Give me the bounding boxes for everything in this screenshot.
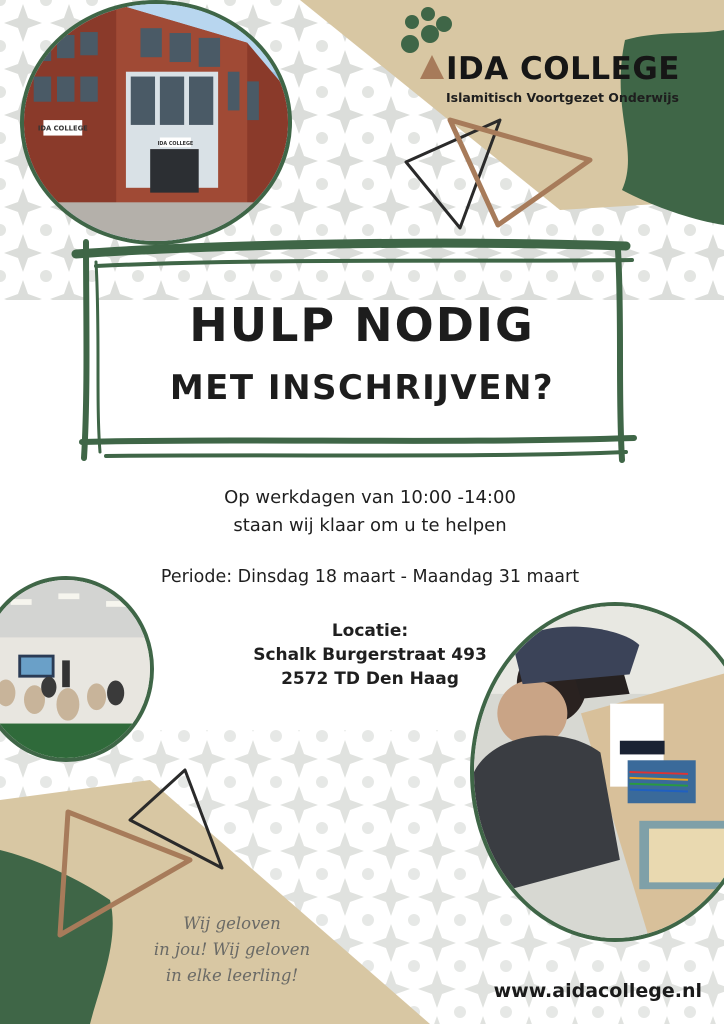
logo-wordmark	[420, 51, 680, 87]
school-building-photo	[20, 0, 292, 245]
location-block	[220, 619, 520, 691]
location-label: Locatie:	[331, 621, 409, 641]
headline-line1: HULP NODIG	[189, 298, 535, 352]
ida-college-logo	[398, 4, 716, 114]
headline-line2: MET INSCHRIJVEN?	[169, 368, 555, 408]
quote-line1: Wij geloven	[183, 914, 281, 933]
motto-quote	[132, 911, 332, 989]
logo-subtitle: Islamitisch Voortgezet Onderwijs	[446, 90, 679, 105]
opening-hours	[150, 484, 590, 540]
hours-line1: Op werkdagen van 10:00 -14:00	[224, 487, 516, 508]
quote-line3: in elke leerling!	[165, 966, 299, 985]
address-line2: 2572 TD Den Haag	[281, 669, 459, 689]
website-link[interactable]: www.aidacollege.nl	[493, 980, 702, 1002]
quote-line2: in jou! Wij geloven	[153, 940, 311, 959]
hours-line2: staan wij klaar om u te helpen	[233, 515, 507, 536]
logo-triangle-icon	[420, 55, 444, 79]
period-text: Periode: Dinsdag 18 maart - Maandag 31 maart	[160, 567, 580, 587]
address-line1: Schalk Burgerstraat 493	[253, 645, 487, 665]
entrance-sign: IDA COLLEGE	[157, 142, 194, 148]
logo-name: IDA COLLEGE	[446, 51, 680, 87]
building-sign: IDA COLLEGE	[37, 124, 88, 133]
